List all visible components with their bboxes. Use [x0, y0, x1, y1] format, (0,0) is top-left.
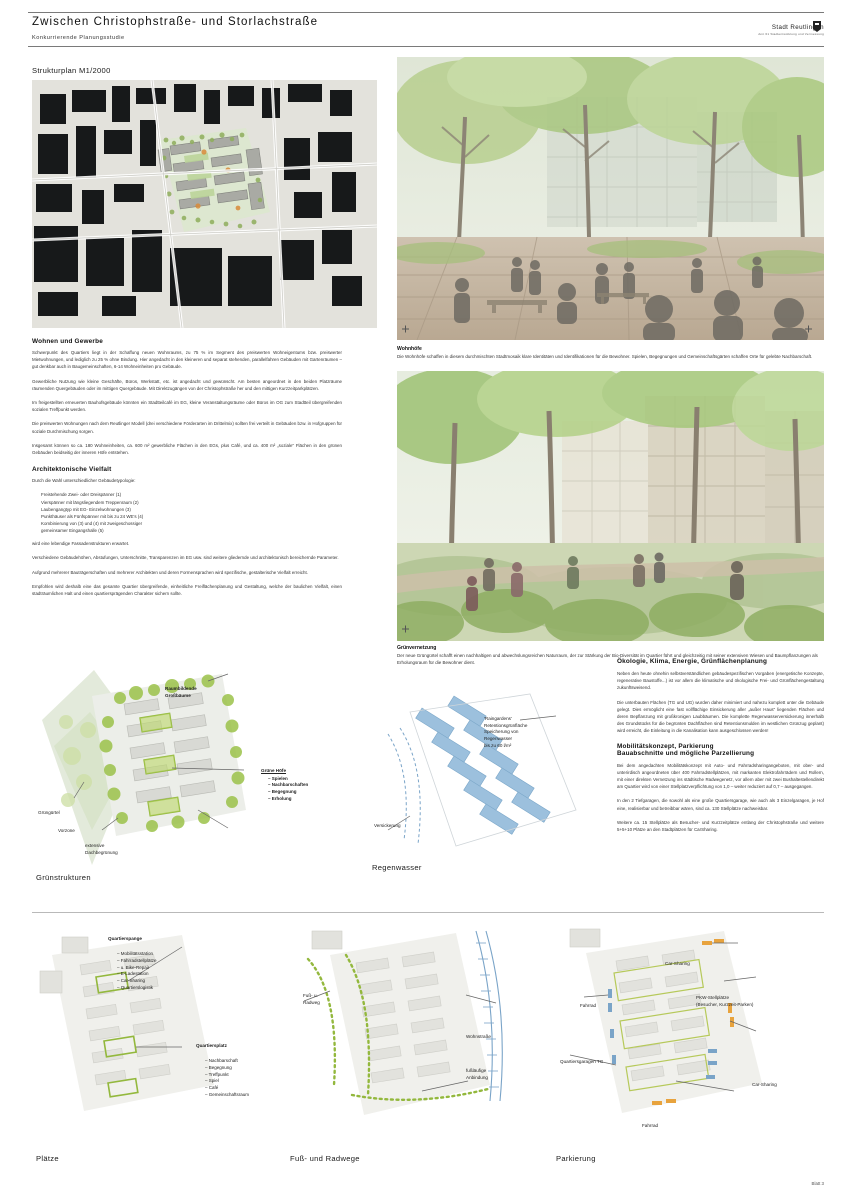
list-item: – Treffpunkt: [205, 1072, 249, 1079]
annotation-line: Retentionsgrünfläche: [484, 722, 528, 728]
list-item: – Spiel: [205, 1078, 249, 1085]
annotation-title: Grüne Höfe: [261, 768, 287, 773]
list-item: Punkthäuser als Fünfspänner mit bis zu 24 WE's (4): [41, 513, 144, 519]
annotation-fahrrad-left: Fahrrad: [580, 1003, 597, 1008]
annotation-carsharing-right: Car-Sharing: [752, 1082, 777, 1087]
heading-wohnen-gewerbe: Wohnen und Gewerbe: [32, 338, 103, 345]
list-item: – Car-Sharing: [117, 978, 157, 985]
caption-text: Der neue Grüngürtel schafft einen nachhaltigen und abwechslungsreichen Naturraum, der zur Stärkung der Bio-Diversität im Quartier führt und gleichzeitig mit seiner extensiven Wiesen und Baumpflanzungen als Erholungsraum für die Bewohner dient.: [397, 653, 818, 665]
paragraph-9: Aufgrund mehrerer Bauträgerschaften und mehrerer Architekten und deren Formensprachen wird spezifische, gestalterische Vielfalt erreicht.: [32, 569, 308, 575]
paragraph-2: Gewerbliche Nutzung wie kleine Geschäfte, Büros, Werkstatt, etc. ist angedacht und gewünscht. Am besten angeordnet in den beiden Platzräume räumenden Quergebäuden oder im mittigen Quergebäude. Mit Direktzugängen von der Christophstraße her und den mittigen Kurzzeitparkplätzen.: [32, 378, 342, 391]
sheet-number: Blatt 3: [811, 1181, 824, 1186]
list-item: – E-Ladestation: [117, 971, 157, 978]
poster-header: [0, 0, 852, 52]
annotation-wohnstrasse: Wohnstraße: [466, 1034, 491, 1039]
eco-paragraph-5: Weitere ca. 15 Stellplätze als Besucher- und Kurzzeitplätze entlang der Christophstraße und weitere 5+5+10 Plätze an den Stadtplätzen für CarSharing.: [617, 819, 824, 833]
list-item: Kombinierung von (3) und (4) mit zweigeschossiger: [41, 520, 143, 526]
label-fuss-radwege: Fuß- und Radwege: [290, 1154, 360, 1163]
eco-paragraph-3: Bei dem angedachten Mobilitätskonzept mit Auto- und Fahrradsharingangeboten, mit ober- und unterirdisch angeordneten über 400 Fahrradstellplätzen, mit markanten Elektrofahrrädern und Rollern, mit einer direkten Vernetzung ins städtische Radwegenetz, vor allem aber mit zwei Bushaltestellendirekt am Quartier wird von einer Stellplatzverpflichtung von 1,0 – weiter reduziert auf 0,7 – ausgegangen.: [617, 762, 824, 790]
list-item: – u. Bike-Repair: [117, 965, 157, 972]
annotation-line: bis zu 60 l/m²: [484, 742, 512, 748]
annotation-line: Regenwasser: [484, 735, 513, 741]
list-item: – Fahrradstellplätze: [117, 958, 157, 965]
annotation-raumbildende-grossbaeume: [165, 686, 197, 699]
annotation-quartierspange-list: [110, 950, 157, 992]
annotation-dachbegruenung: [85, 843, 118, 856]
heading-architektonische-vielfalt: Architektonische Vielfalt: [32, 466, 112, 474]
annotation-line: PKW-Stellplätze: [696, 995, 730, 1000]
annotation-pkw-stellplaetze: [696, 995, 753, 1008]
page-title: Zwischen Christophstraße- und Storlachstraße: [32, 16, 319, 28]
left-text-column: [32, 338, 342, 604]
list-item: Laubengangtyp mit EG- Einzelwohnungen (3): [41, 506, 131, 512]
list-item: – Gemeinschaftsraum: [205, 1092, 249, 1099]
diagram-parkierung: [556, 925, 824, 1140]
annotation-line: Großbäume: [165, 692, 191, 698]
paragraph-3: Im freigestellten erneuerten Bauhofsgebäude könnten ein Stadtteilcafé im EG, kleine Veranstaltungsräume oder Büros im OG zum Stadtteil übergreifenden sozialen Treffpunkt werden.: [32, 400, 342, 413]
annotation-gruenguertel: Grüngürtel: [38, 810, 60, 815]
list-item: – Erholung: [268, 796, 308, 803]
annotation-line: fußläufige: [466, 1068, 487, 1073]
label-parkierung: Parkierung: [556, 1154, 596, 1163]
annotation-carsharing-top: Car-Sharing: [665, 961, 690, 966]
annotation-line: Anbindung: [466, 1074, 488, 1080]
annotation-line: (Besucher, Kurzzeit-Parken): [696, 1001, 754, 1007]
annotation-line: extensive: [85, 843, 105, 848]
caption-title: Wohnhöfe: [397, 346, 422, 352]
list-item: – Begegnung: [205, 1065, 249, 1072]
logo-subline: Amt 61 Stadtentwicklung und Vermessung: [758, 32, 824, 36]
page-subtitle: Konkurrierende Planungsstudie: [32, 35, 125, 41]
annotation-raingardens: [484, 716, 594, 749]
annotation-list: [198, 1058, 249, 1099]
heading-mobilitaet-line2: Bauabschnitte und mögliche Parzellierung: [617, 749, 755, 757]
structure-plan-map: [32, 80, 377, 328]
list-item: – Nachbarschaft: [205, 1058, 249, 1065]
paragraph-4: Die preiswerten Wohnungen nach dem Reutlinger Modell (drei verschiedene Förderarten im Drittelmix) sollten frei verteilt in Gebäuden bzw. in Hofgruppen für soziale Durchmischung sorgen.: [32, 421, 342, 434]
caption-text: Die Wohnhöfe schaffen in diesem durchmischten Stadtmosaik klare Identitäten und Identifikationen für die Bewohner. Spielen, Begegnungen und Gemeinschaftsgärten schaffen Orte für gelebte Nachbarschaft.: [397, 354, 813, 359]
structure-plan-label: Strukturplan M1/2000: [32, 66, 111, 75]
heading-mobilitaet-line1: Mobilitätskonzept, Parkierung: [617, 742, 714, 750]
annotation-quartiersplatz-list: [198, 1057, 249, 1099]
rendering-wohnhoefe-caption: [397, 346, 824, 361]
annotation-line: Speicherung von: [484, 729, 519, 735]
label-regenwasser: Regenwasser: [372, 863, 422, 872]
annotation-title: Quartierspange: [108, 936, 142, 941]
annotation-line: 'Raingardens': [484, 716, 512, 721]
header-rule-top: [28, 12, 824, 13]
diagram-fuss-radwege: [290, 925, 535, 1140]
eco-text-column: [617, 658, 824, 840]
paragraph-8: Verschiedene Gebäudehöhen, Abstufungen, Unterschnitte, Transparenzen im EG usw. sind weitere gliedernde und architektonisch bereichernde Parameter.: [32, 555, 339, 561]
city-logo: [758, 24, 824, 36]
list-item: – Begegnung: [268, 789, 308, 796]
paragraph-10: Empfohlen wird deshalb eine das gesamte Quartier übergreifende, einheitliche Freiflächenplanung und Gestaltung, welche der baulichen Vielfalt, einen stadträumlichen Halt und einen quartiersprägenden Charakter sichern sollte.: [32, 583, 342, 596]
annotation-fusslaeufige-anbindung: [466, 1068, 488, 1081]
eco-paragraph-2: Die unterbauten Flächen (TG und UG) wurden daher minimiert und nahezu komplett unter die Gebäude gelegt. Dies ermöglicht eine fast vollflächige Einsickerung aller „außer Haus“ liegenden Flächen und deren Bepflanzung mit großkronigen Laubbäumen. Die komplette Regenwasserversickerung innerhalb des Grundstücks für die begrünten Dachflächen sind Retentionsmulden im westlichen Grünzug geplant) wird erreicht, die Einleitung in die Kanalisation kann ausgeschlossen werden!: [617, 699, 824, 734]
annotation-quartiersplatz: Quartiersplatz: [196, 1043, 227, 1048]
rendering-gruenvernetzung: [397, 371, 824, 641]
annotation-fuss-radweg: [303, 993, 320, 1006]
annotation-list: [261, 776, 308, 803]
heading-oekologie: Ökologie, Klima, Energie, Grünflächenplanung: [617, 658, 768, 665]
rendering-wohnhoefe: [397, 57, 824, 340]
list-item: – Café: [205, 1085, 249, 1092]
section-divider: [32, 912, 824, 913]
annotation-quartiersgaragen-tg: Quartiersgaragen TG: [560, 1059, 604, 1064]
building-typology-list: [32, 491, 342, 534]
list-item: gemeinsamer Eingangshalle (5): [41, 528, 104, 534]
list-item: – Nachbarschaften: [268, 782, 308, 789]
caption-title: Grünvernetzung: [397, 645, 437, 651]
annotation-quartierspange: [108, 936, 142, 943]
list-item: Freistehende Zwei- oder Dreispänner (1): [41, 492, 122, 498]
annotation-list: [110, 951, 157, 992]
label-gruenstrukturen: Grünstrukturen: [36, 873, 91, 882]
annotation-line: Fuß- u.: [303, 993, 318, 998]
list-item: – Mobilitätsstation: [117, 951, 157, 958]
annotation-vorzone: Vorzone: [58, 828, 75, 833]
logo-name: Stadt Reutlingen: [771, 24, 824, 31]
annotation-line: Raumbildende: [165, 686, 197, 691]
annotation-line: Radweg: [303, 999, 320, 1005]
eco-paragraph-4: In den 2 Tiefgaragen, die sowohl als eine große Quartiersgarage, wie auch als 3 Einzelgaragen, je Hof eine, realisierbar und betreibbar wären, sind ca. 130 Stellplätze nachweisbar.: [617, 798, 824, 811]
paragraph-7: wird eine lebendige Fassadenstrukturen erwartet.: [32, 541, 130, 547]
list-item: – Quartierslogistik: [117, 985, 157, 992]
paragraph-5: Insgesamt können so ca. 180 Wohneinheiten, ca. 600 m² gewerbliche Flächen in den EGs, plus Café, und ca. 400 m² „soziale“ Flächen in den grünen Gebäuden beidseitig der inneren Höfe entstehen.: [32, 442, 342, 456]
annotation-fahrrad-bottom: Fahrrad: [642, 1123, 659, 1128]
annotation-gruene-hoefe: [261, 768, 308, 803]
eco-paragraph-1: Neben den heute ohnehin selbstverständlichen gebäudespezifischen Vorgaben (energetische Konzepte, regenerative Baustoffe...) ist vor allem die klimatische und ökologische Frei- und Grünflächengestaltung zukunftsweisend.: [617, 671, 824, 691]
paragraph-6: Durch die Wahl unterschiedlicher Gebäudetypologie:: [32, 478, 136, 484]
annotation-line: Dachbegrünung: [85, 849, 118, 855]
header-rule-bottom: [28, 46, 824, 47]
list-item: Vierspänner mit längsliegendem Treppenraum (2): [41, 499, 139, 505]
paragraph-1: Schwerpunkt des Quartiers liegt in der Schaffung neuen Wohnraums, zu 75 % im Segment des preiswerten Wohneigentums bzw. preiswerter Mietwohnungen, und lediglich zu 25 % ohne Bindung. Hier angedacht in den kleineren und separat stehenden, parallelfahren Gebäuden mit Gartenräumen – gut denkbar auch in Baugemeinschaften, 6-14 Wohneinheiten pro Gebäude.: [32, 350, 342, 370]
list-item: – Spielen: [268, 776, 308, 783]
annotation-versickerung: Versickerung: [374, 823, 401, 828]
label-plaetze: Plätze: [36, 1154, 59, 1163]
